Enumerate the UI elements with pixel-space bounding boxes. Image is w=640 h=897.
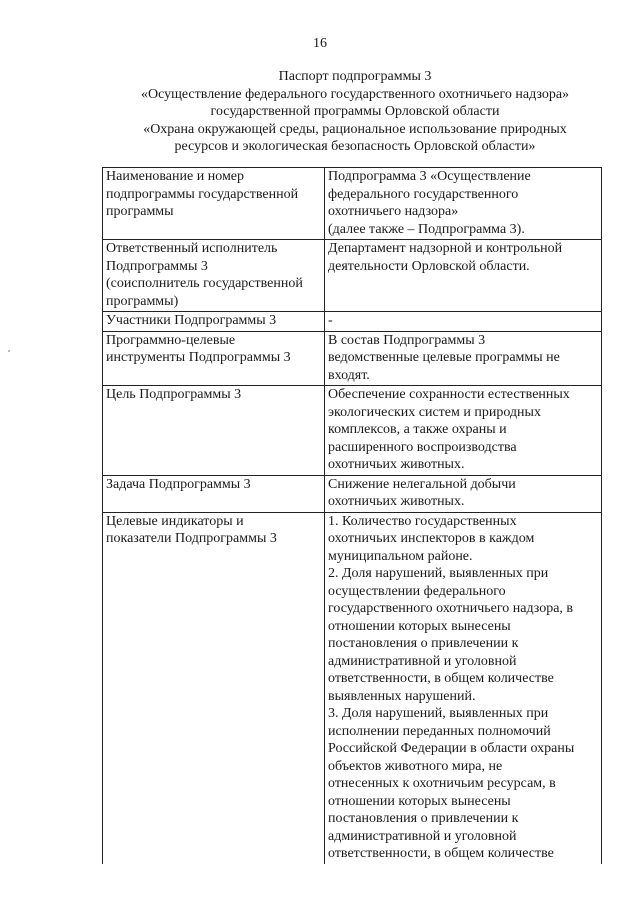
row-label-cell — [103, 512, 325, 864]
value-line: 1. Количество государственных — [328, 513, 517, 529]
value-line: объектов животного мира, не — [328, 758, 503, 774]
row-label-cell — [103, 168, 325, 240]
label-line: Целевые индикаторы и — [106, 513, 244, 529]
value-line: расширенного воспроизводства — [328, 439, 517, 455]
row-label-cell — [103, 475, 325, 512]
title-line: Паспорт подпрограммы 3 — [278, 69, 432, 84]
value-line: отношении которых вынесены — [328, 793, 511, 809]
value-line: муниципальном районе. — [328, 548, 473, 564]
passport-table — [102, 167, 602, 864]
table-row — [103, 386, 602, 476]
value-line: охотничьих животных. — [328, 457, 465, 472]
table-row — [103, 512, 602, 864]
label-line: Программно-целевые — [106, 332, 236, 348]
document-title — [95, 68, 615, 156]
table-row — [103, 240, 602, 312]
value-line: входят. — [328, 367, 370, 383]
value-line: ответственности, в общем количестве — [328, 846, 554, 861]
label-line: инструменты Подпрограммы 3 — [106, 350, 291, 365]
value-line: ответственности, в общем количестве — [328, 671, 554, 686]
title-line: «Осуществление федерального государственного охотничьего надзора» — [140, 86, 570, 102]
value-line: охотничьего надзора» — [328, 204, 459, 219]
value-line: 2. Доля нарушений, выявленных при — [328, 566, 549, 581]
value-line: Снижение нелегальной добычи — [328, 476, 516, 492]
value-line: государственного охотничьего надзора, в — [328, 601, 574, 616]
value-line: Департамент надзорной и контрольной — [328, 241, 563, 256]
value-line: административной и уголовной — [328, 828, 517, 844]
row-label-cell — [103, 240, 325, 312]
row-label-cell — [103, 331, 325, 386]
table-row — [103, 168, 602, 240]
title-line: ресурсов и экологическая безопасность Орловской области» — [174, 139, 536, 154]
row-value-cell — [325, 475, 602, 512]
row-value-cell — [325, 312, 602, 332]
row-value-cell — [325, 331, 602, 386]
value-line: комплексов, а также охраны и — [328, 422, 507, 437]
value-line: (далее также – Подпрограмма 3). — [328, 221, 525, 237]
label-line: Участники Подпрограммы 3 — [106, 313, 277, 328]
value-line: экологических систем и природных — [328, 404, 541, 420]
row-label-cell — [103, 386, 325, 476]
row-value-cell — [325, 240, 602, 312]
value-line: 3. Доля нарушений, выявленных при — [328, 706, 549, 721]
value-line: отношении которых вынесены — [328, 618, 511, 634]
value-line: постановления о привлечении к — [328, 636, 519, 651]
label-line: Ответственный исполнитель — [106, 241, 278, 256]
value-line: Подпрограмма 3 «Осуществление — [328, 169, 531, 184]
row-label-cell — [103, 312, 325, 332]
value-line: деятельности Орловской области. — [328, 258, 530, 274]
label-line: показатели Подпрограммы 3 — [106, 531, 277, 546]
value-line: охотничьих животных. — [328, 494, 465, 509]
value-line: Обеспечение сохранности естественных — [328, 387, 570, 402]
value-line: Российской Федерации в области охраны — [328, 741, 575, 756]
value-line: федерального государственного — [328, 186, 519, 202]
title-line: «Охрана окружающей среды, рациональное использование природных — [143, 121, 567, 137]
label-line: Задача Подпрограммы 3 — [106, 476, 251, 492]
table-row — [103, 331, 602, 386]
row-value-cell — [325, 386, 602, 476]
value-line: административной и уголовной — [328, 653, 517, 669]
passport-table-body — [103, 168, 602, 864]
value-line: исполнении переданных полномочий — [328, 723, 551, 739]
row-value-cell — [325, 512, 602, 864]
row-value-cell — [325, 168, 602, 240]
label-line: подпрограммы государственной — [106, 186, 299, 202]
label-line: Подпрограммы 3 — [106, 258, 208, 274]
label-line: программы — [106, 204, 174, 219]
value-line: ведомственные целевые программы не — [328, 350, 560, 365]
value-line: охотничьих инспекторов в каждом — [328, 531, 535, 546]
title-line: государственной программы Орловской области — [210, 104, 500, 119]
page-number: 16 — [313, 36, 327, 51]
label-line: Наименование и номер — [106, 169, 245, 184]
table-row — [103, 475, 602, 512]
value-line: отнесенных к охотничьим ресурсам, в — [328, 776, 556, 791]
scan-margin-mark — [8, 350, 10, 352]
value-line: В состав Подпрограммы 3 — [328, 332, 486, 348]
value-line: постановления о привлечении к — [328, 811, 519, 826]
value-line: выявленных нарушений. — [328, 688, 476, 704]
label-line: Цель Подпрограммы 3 — [106, 387, 242, 402]
value-line: осуществлении федерального — [328, 583, 506, 599]
label-line: (соисполнитель государственной — [106, 276, 303, 291]
table-row — [103, 312, 602, 332]
value-line: - — [328, 313, 333, 328]
label-line: программы) — [106, 293, 179, 309]
